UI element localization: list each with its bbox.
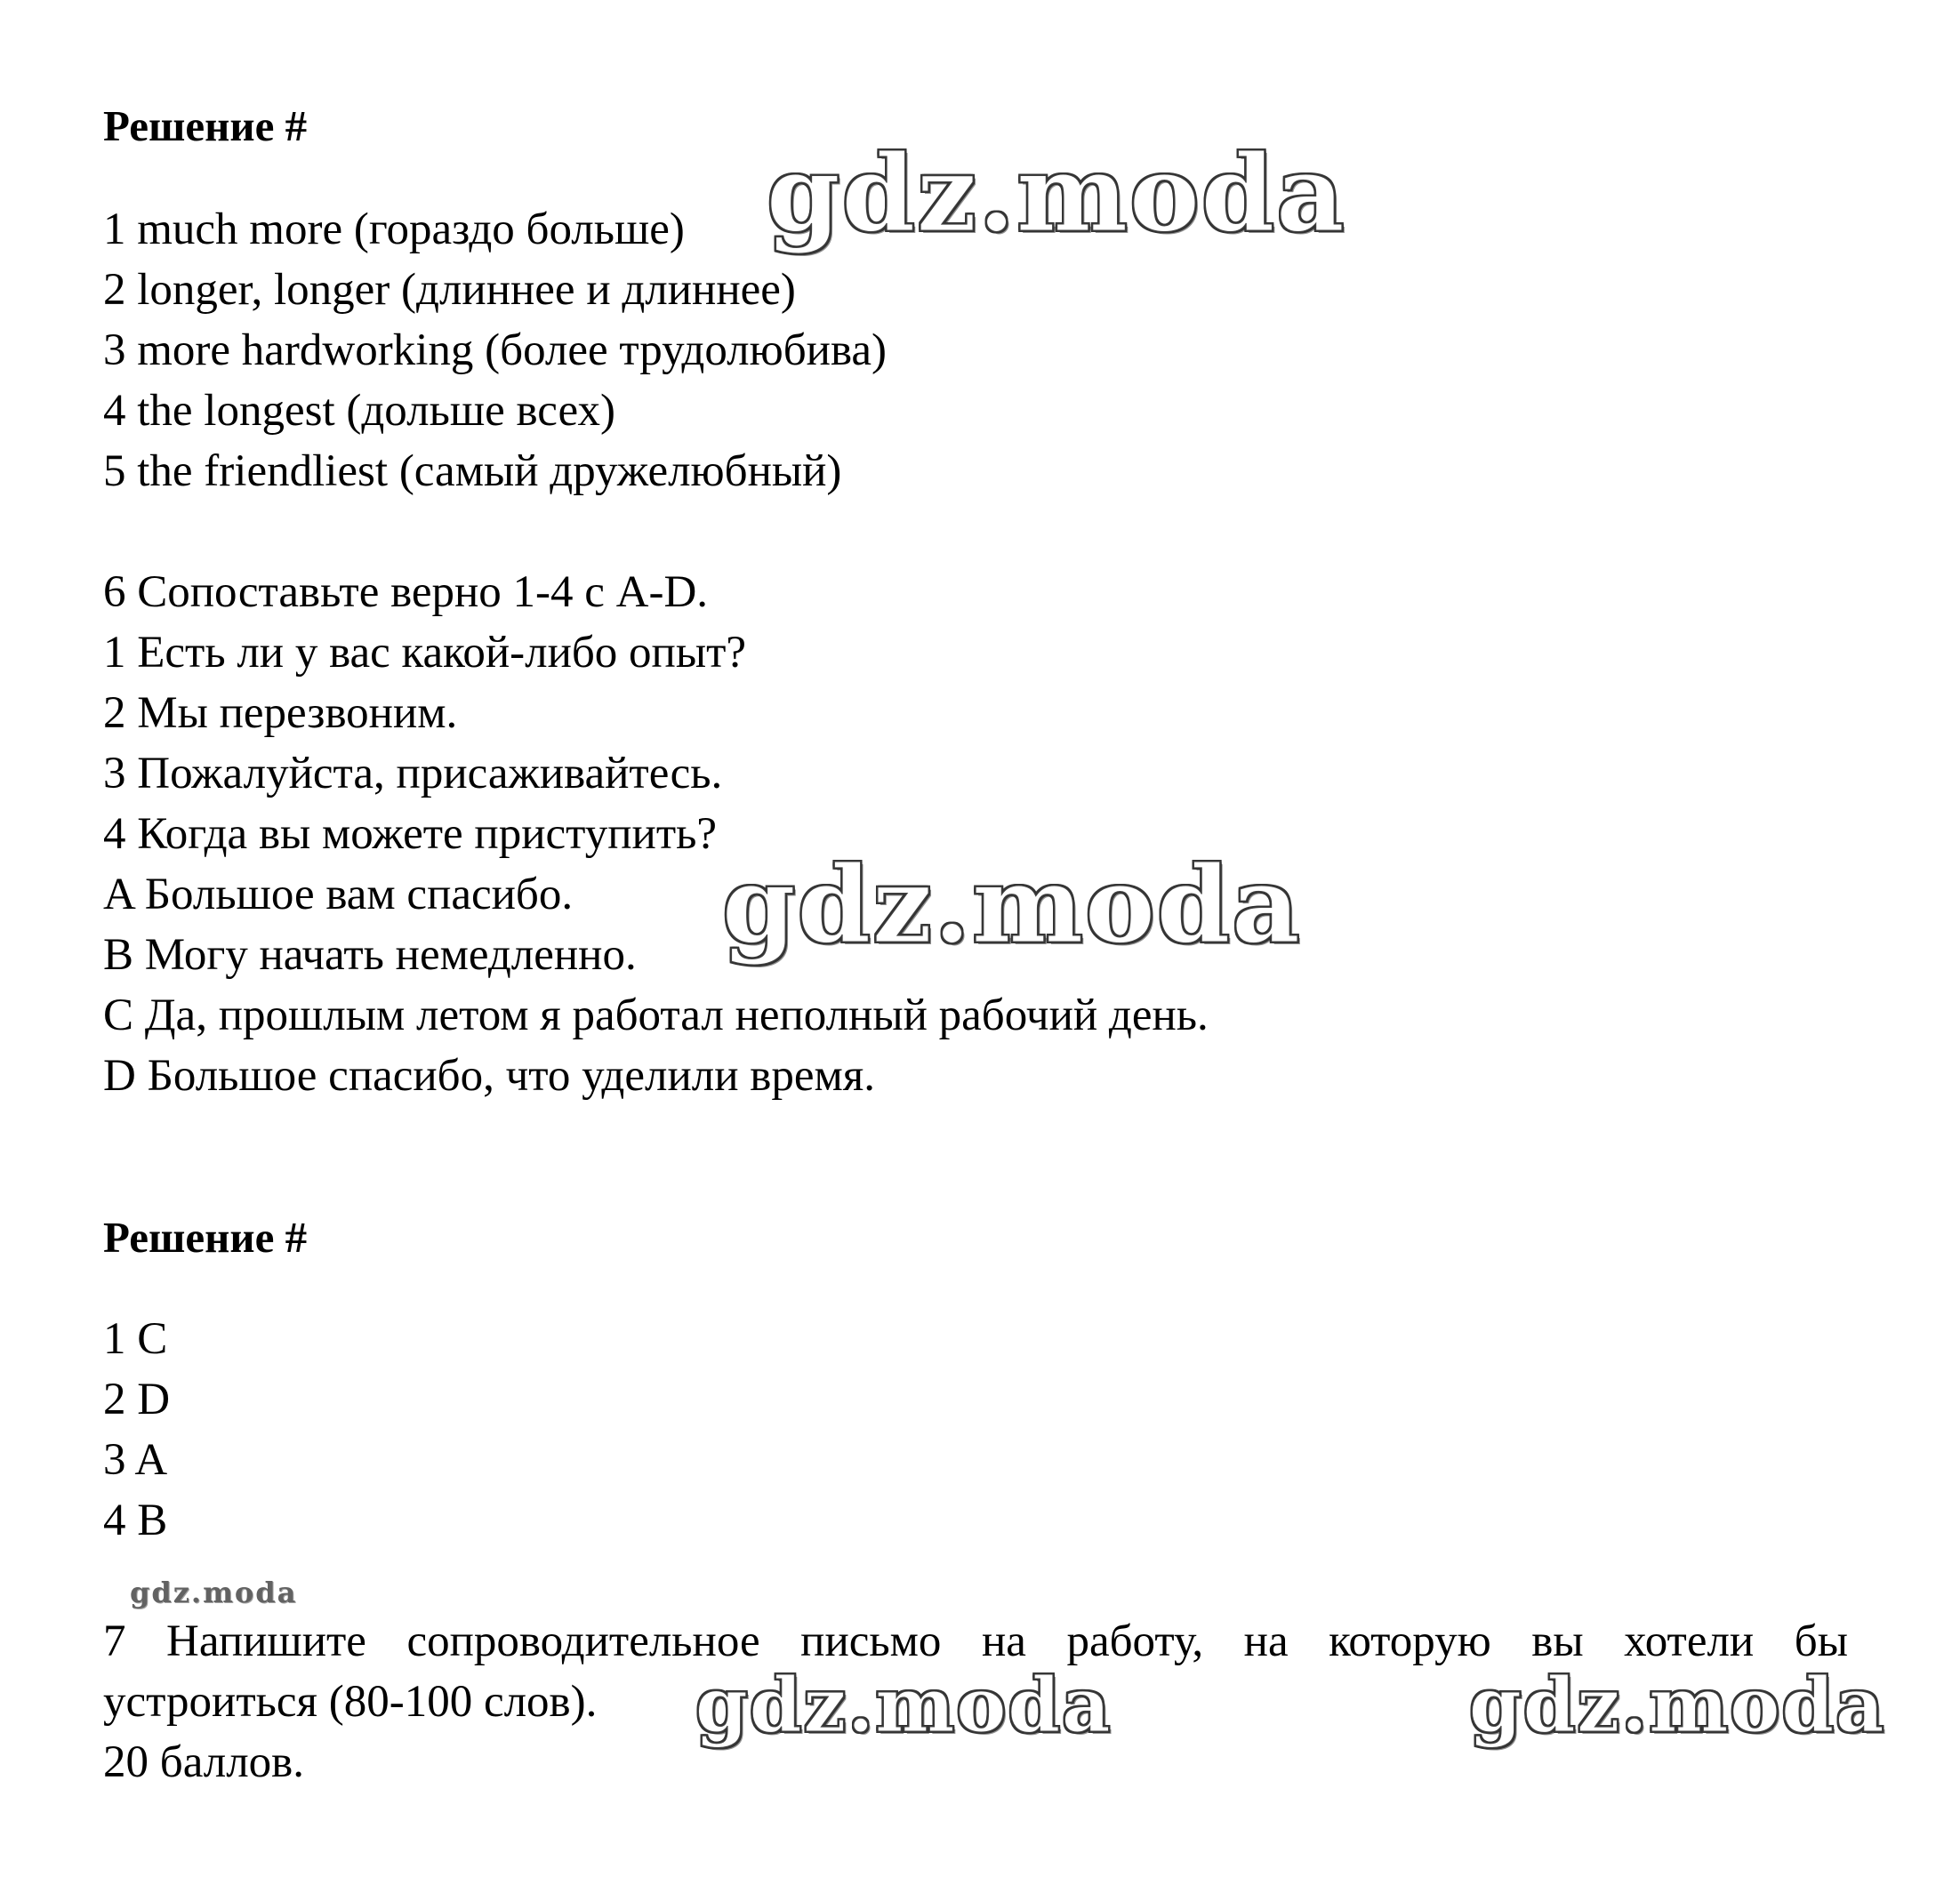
answer-line-3: 3 more hardworking (более трудолюбива) — [103, 325, 887, 375]
task6-item-3: 3 Пожалуйста, присаживайтесь. — [103, 749, 723, 798]
task6-option-b: B Могу начать немедленно. — [103, 930, 637, 980]
task6-item-4: 4 Когда вы можете приступить? — [103, 809, 718, 859]
answer-line-1: 1 much more (гораздо больше) — [103, 205, 685, 254]
watermark-logo-top: gdz.moda — [767, 132, 1346, 255]
match-answer-4: 4 B — [103, 1496, 168, 1545]
solution-heading-1: Решение # — [103, 101, 308, 150]
watermark-logo-bottom-right: gdz.moda — [1469, 1661, 1886, 1749]
task7-line-1: 7 Напишите сопроводительное письмо на работу, на которую вы хотели бы — [103, 1616, 1848, 1666]
task6-item-1: 1 Есть ли у вас какой-либо опыт? — [103, 628, 747, 678]
match-answer-2: 2 D — [103, 1375, 171, 1424]
task7-points: 20 баллов. — [103, 1737, 305, 1787]
task6-option-c: C Да, прошлым летом я работал неполный рабочий день. — [103, 991, 1209, 1040]
task6-item-2: 2 Мы перезвоним. — [103, 688, 458, 738]
watermark-logo-bottom-left: gdz.moda — [695, 1661, 1113, 1749]
match-answer-3: 3 A — [103, 1435, 168, 1485]
watermark-logo-small: gdz.moda — [130, 1576, 298, 1609]
task6-title: 6 Сопоставьте верно 1-4 с A-D. — [103, 567, 709, 617]
solution-heading-2: Решение # — [103, 1213, 308, 1262]
watermark-logo-middle: gdz.moda — [722, 843, 1302, 967]
task7-line-2: устроиться (80-100 слов). — [103, 1677, 598, 1727]
answer-line-2: 2 longer, longer (длиннее и длиннее) — [103, 265, 796, 315]
match-answer-1: 1 C — [103, 1314, 168, 1364]
task6-option-a: A Большое вам спасибо. — [103, 870, 574, 919]
task6-option-d: D Большое спасибо, что уделили время. — [103, 1051, 875, 1101]
answer-line-4: 4 the longest (дольше всех) — [103, 386, 615, 436]
answer-line-5: 5 the friendliest (самый дружелюбный) — [103, 446, 842, 496]
